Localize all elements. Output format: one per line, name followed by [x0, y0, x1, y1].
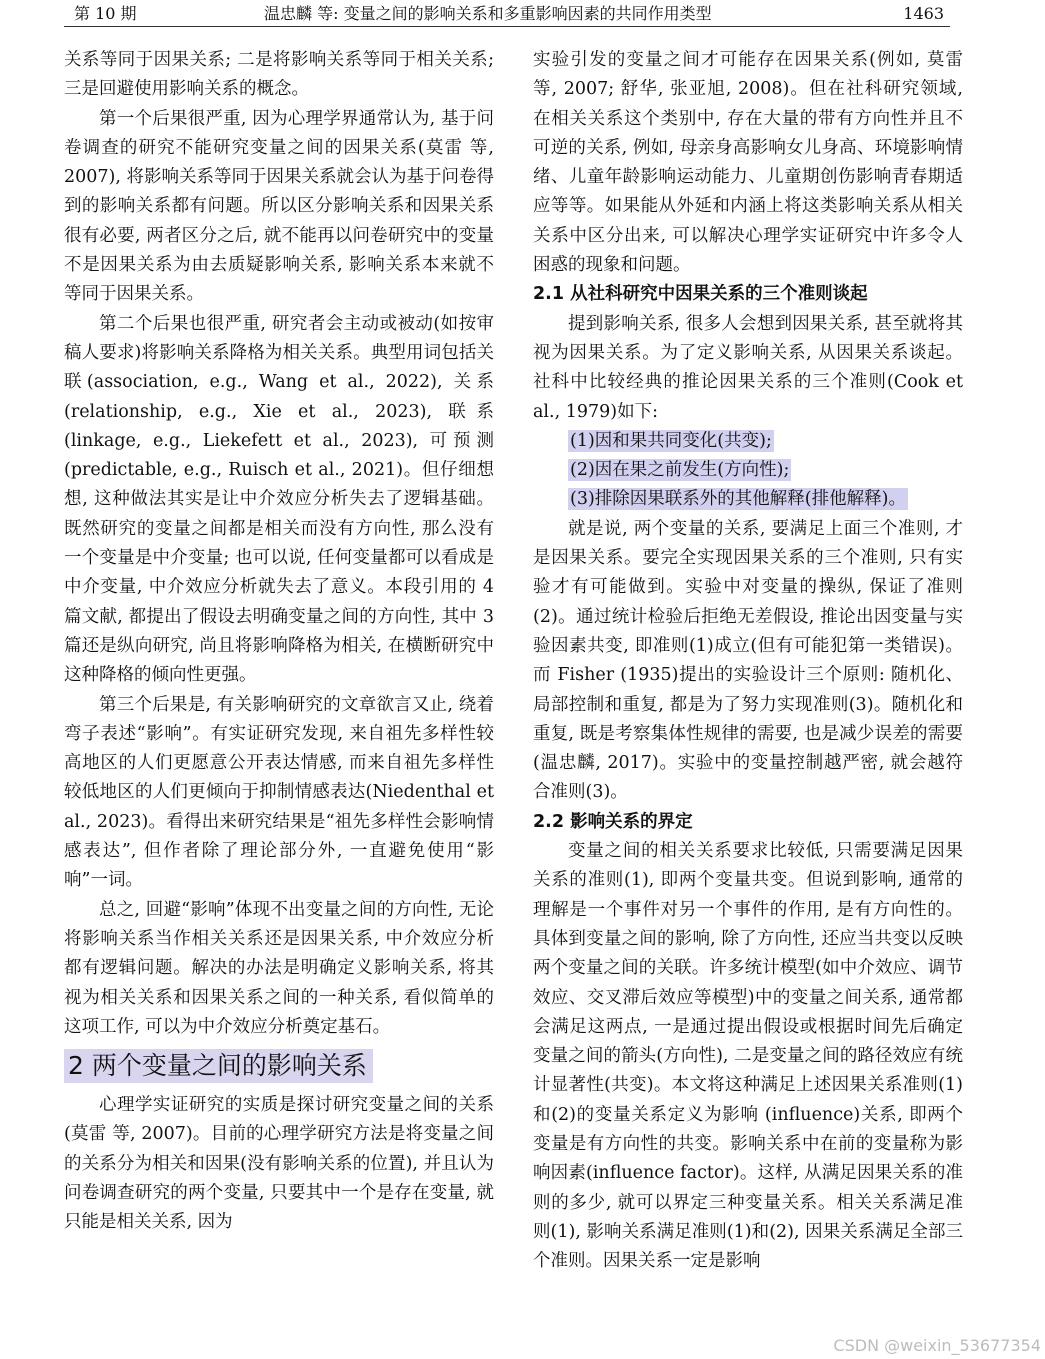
left-paragraph-3: 第二个后果也很严重, 研究者会主动或被动(如按审稿人要求)将影响关系降格为相关关系。典型用词包括关联(association, e.g., Wang et al., 2022), 关系(relationship, e.g., Xie et al., 2023), 联系(linkage, e.g., Liekefett et al., 2023), 可预测(predictable, e.g., Ruisch et al., 2021)。但仔细想想, 这种做法其实是让中介效应分析失去了逻辑基础。既然研究的变量之间都是相关而没有方向性, 那么没有一个变量是中介变量; 也可以说, 任何变量都可以看成是中介变量, 中介效应分析就失去了意义。本段引用的 4 篇文献, 都提出了假设去明确变量之间的方向性, 其中 3 篇还是纵向研究, 尚且将影响降格为相关, 在横断研究中这种降格的倾向性更强。 — [64, 313, 494, 686]
header-title: 温忠麟 等: 变量之间的影响关系和多重影响因素的共同作用类型 — [264, 4, 712, 23]
header-page-number: 1463 — [903, 4, 944, 23]
header-issue: 第 10 期 — [74, 4, 137, 23]
right-paragraph-4: 变量之间的相关关系要求比较低, 只需要满足因果关系的准则(1), 即两个变量共变。但说到影响, 通常的理解是一个事件对另一个事件的作用, 是有方向性的。具体到变量之间的影响, 除了方向性, 还应当共变以反映两个变量之间的关联。许多统计模型(如中介效应、调节效应、交叉滞后效应等模型)中的变量之间关系, 通常都会满足这两点, 一是通过提出假设或根据时间先后确定变量之间的箭头(方向性), 二是变量之间的路径效应有统计显著性(共变)。本文将这种满足上述因果关系准则(1)和(2)的变量关系定义为影响 (influence)关系, 即两个变量是有方向性的共变。影响关系中在前的变量称为影响因素(influence factor)。这样, 从满足因果关系的准则的多少, 就可以界定三种变量关系。相关关系满足准则(1), 影响关系满足准则(1)和(2), 因果关系满足全部三个准则。因果关系一定是影响 — [533, 841, 963, 1272]
subsection-2-2-heading: 2.2 影响关系的界定 — [533, 811, 693, 832]
right-column — [533, 46, 963, 1276]
left-paragraph-1: 关系等同于因果关系; 二是将影响关系等同于相关关系; 三是回避使用影响关系的概念。 — [64, 50, 494, 100]
running-header — [64, 2, 950, 26]
header-rule — [64, 26, 950, 27]
right-paragraph-2: 提到影响关系, 很多人会想到因果关系, 甚至就将其视为因果关系。为了定义影响关系, 从因果关系谈起。社科中比较经典的推论因果关系的三个准则(Cook et al., 1979)如下: — [533, 313, 963, 422]
criterion-3 — [533, 485, 963, 514]
criterion-2 — [533, 456, 963, 485]
criterion-1-text: (1)因和果共同变化(共变); — [570, 430, 772, 451]
left-paragraph-5: 总之, 回避“影响”体现不出变量之间的方向性, 无论将影响关系当作相关关系还是因果关系, 中介效应分析都有逻辑问题。解决的办法是明确定义影响关系, 将其视为相关关系和因果关系之间的一种关系, 看似简单的这项工作, 可以为中介效应分析奠定基石。 — [64, 899, 494, 1037]
right-paragraph-3: 就是说, 两个变量的关系, 要满足上面三个准则, 才是因果关系。要完全实现因果关系的三个准则, 只有实验才有可能做到。实验中对变量的操纵, 保证了准则(2)。通过统计检验后拒绝无差假设, 推论出因变量与实验因素共变, 即准则(1)成立(但有可能犯第一类错误)。而 Fisher (1935)提出的实验设计三个原则: 随机化、局部控制和重复, 都是为了努力实现准则(3)。随机化和重复, 既是考察集体性规律的需要, 也是减少误差的需要(温忠麟, 2017)。实验中的变量控制越严密, 就会越符合准则(3)。 — [533, 518, 963, 803]
criterion-3-text: (3)排除因果联系外的其他解释(排他解释)。 — [570, 489, 906, 510]
criterion-2-text: (2)因在果之前发生(方向性); — [570, 460, 790, 481]
right-paragraph-1: 实验引发的变量之间才可能存在因果关系(例如, 莫雷 等, 2007; 舒华, 张亚旭, 2008)。但在社科研究领域, 在相关关系这个类别中, 存在大量的带有方向性并且不可逆的关系, 例如, 母亲身高影响女儿身高、环境影响情绪、儿童年龄影响运动能力、儿童期创伤影响青春期适应等等。如果能从外延和内涵上将这类影响关系从相关关系中区分出来, 可以解决心理学实证研究中许多令人困惑的现象和问题。 — [533, 50, 963, 276]
csdn-watermark: CSDN @weixin_53677354 — [833, 1336, 1041, 1355]
section-2-heading: 2 两个变量之间的影响关系 — [64, 1049, 373, 1083]
left-paragraph-6: 心理学实证研究的实质是探讨研究变量之间的关系(莫雷 等, 2007)。目前的心理学研究方法是将变量之间的关系分为相关和因果(没有影响关系的位置), 并且认为问卷调查研究的两个变量, 只要其中一个是存在变量, 就只能是相关关系, 因为 — [64, 1095, 494, 1233]
criterion-1 — [533, 427, 963, 456]
left-paragraph-4: 第三个后果是, 有关影响研究的文章欲言又止, 绕着弯子表述“影响”。有实证研究发现, 来自祖先多样性较高地区的人们更愿意公开表达情感, 而来自祖先多样性较低地区的人们更倾向于抑制情感表达(Niedenthal et al., 2023)。看得出来研究结果是“祖先多样性会影响情感表达”, 但作者除了理论部分外, 一直避免使用“影响”一词。 — [64, 694, 494, 891]
left-column — [64, 46, 494, 1238]
subsection-2-1-heading: 2.1 从社科研究中因果关系的三个准则谈起 — [533, 284, 868, 305]
left-paragraph-2: 第一个后果很严重, 因为心理学界通常认为, 基于问卷调查的研究不能研究变量之间的因果关系(莫雷 等, 2007), 将影响关系等同于因果关系就会认为基于问卷得到的影响关系都有问题。所以区分影响关系和因果关系很有必要, 两者区分之后, 就不能再以问卷研究中的变量不是因果关系为由去质疑影响关系, 影响关系本来就不等同于因果关系。 — [64, 108, 494, 305]
